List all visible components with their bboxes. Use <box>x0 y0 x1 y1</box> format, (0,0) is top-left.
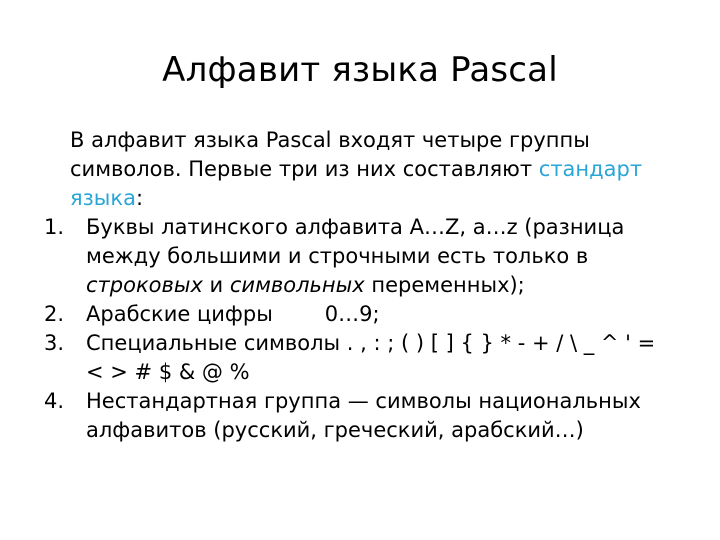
slide-title: Алфавит языка Pascal <box>162 50 558 90</box>
slide-content <box>38 126 678 445</box>
list-number: 4. <box>44 389 65 413</box>
latin-letters-end: переменных); <box>364 273 525 297</box>
intro-text: В алфавит языка Pascal входят четыре группы символов. Первые три из них составляют <box>70 128 590 181</box>
italic-string-word: строковых <box>86 273 203 297</box>
alphabet-groups-list <box>38 213 678 445</box>
national-alphabets-text: Нестандартная группа — символы национальных алфавитов (русский, греческий, арабский…) <box>86 389 641 442</box>
list-number: 3. <box>44 331 65 355</box>
list-item-digits <box>38 300 678 329</box>
italic-char-word: символьных <box>229 273 365 297</box>
latin-letters-text: Буквы латинского алфавита A…Z, a…z (разница между большими и строчными есть только в <box>86 215 625 268</box>
standard-language-term: стандарт языка <box>70 157 643 210</box>
conjunction-text: и <box>202 273 230 297</box>
special-symbols-text: Специальные символы . , : ; ( ) [ ] { } * - + / \ _ ^ ' = < > # $ & @ % <box>86 331 656 384</box>
list-number: 1. <box>44 215 65 239</box>
digits-text: Арабские цифры <box>86 302 273 326</box>
list-item-national-alphabets <box>38 387 678 445</box>
intro-paragraph <box>38 126 678 213</box>
list-item-special-symbols <box>38 329 678 387</box>
intro-colon: : <box>135 186 144 210</box>
digits-range: 0…9; <box>324 302 380 326</box>
list-item-latin-letters <box>38 213 678 300</box>
list-number: 2. <box>44 302 65 326</box>
